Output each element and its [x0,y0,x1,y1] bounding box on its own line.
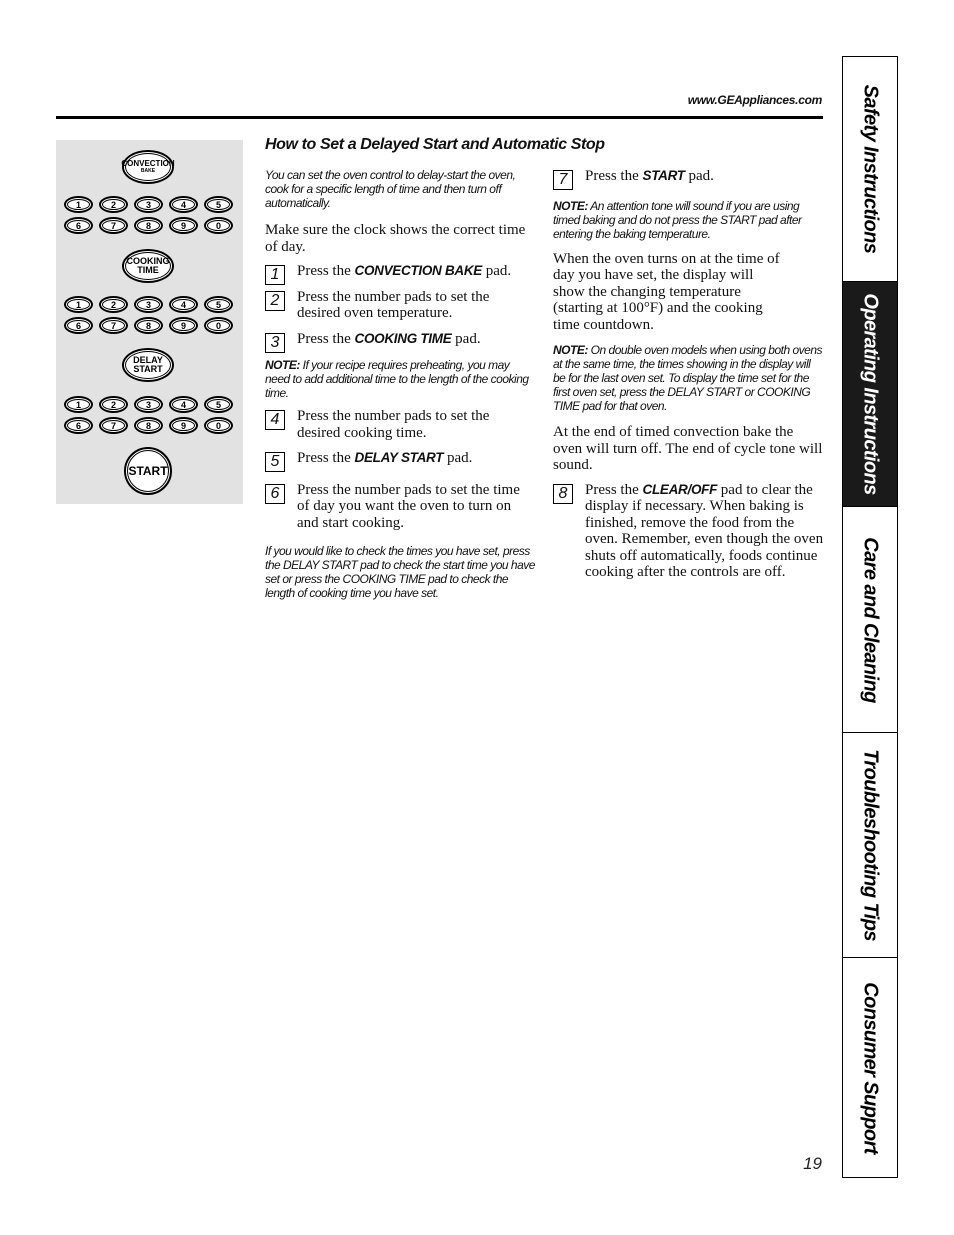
number-pad-0: 0 [204,217,233,234]
tab-consumer-support[interactable]: Consumer Support [859,981,882,1154]
number-pad-2: 2 [99,296,128,313]
tab-care-and-cleaning[interactable]: Care and Cleaning [843,507,897,733]
step-2: 2 Press the number pads to set the desired oven temperature. [265,289,535,322]
page-number: 19 [803,1154,822,1173]
step-number-7: 7 [553,170,573,190]
keyword-start: START [642,168,685,183]
number-pad-6: 6 [64,417,93,434]
step-number-5: 5 [265,452,285,472]
number-pad-4: 4 [169,196,198,213]
instructions-column-right [553,168,825,581]
note-attention-tone: NOTE: An attention tone will sound if you are using timed baking and do not press the START pad after entering the baking temperature. [553,198,802,241]
number-pad-7: 7 [99,217,128,234]
number-pad-3: 3 [134,396,163,413]
start-pad: START [124,447,172,495]
clock-instruction: Make sure the clock shows the correct time of day. [265,222,526,255]
tab-operating-instructions[interactable]: Operating Instructions [843,282,897,507]
intro-text: You can set the oven control to delay-start the oven, cook for a specific length of time and then turn off automatically. [265,168,516,210]
keyword-convection-bake: CONVECTION BAKE [354,263,483,278]
number-pad-0: 0 [204,317,233,334]
check-times-note: If you would like to check the times you have set, press the DELAY START pad to check the start time you have set or press the COOKING TIME pad to check the length of cooking time you have set. [265,544,535,600]
keyword-delay-start: DELAY START [354,450,444,465]
keyword-clear-off: CLEAR/OFF [642,481,718,497]
number-pad-8: 8 [134,417,163,434]
number-pad-3: 3 [134,296,163,313]
step-7: 7 Press the START pad. [553,168,825,185]
number-pad-1: 1 [64,196,93,213]
note-double-oven: NOTE: On double oven models when using both ovens at the same time, the times showing in the display will be for the last oven set. To display the time set for the first oven set, press the DELAY START or COOKING TIME pad for that oven. [553,343,823,413]
section-title: How to Set a Delayed Start and Automatic Stop [265,136,605,153]
step-1: 1 Press the CONVECTION BAKE pad. [265,263,535,280]
number-pad-1: 1 [64,296,93,313]
step-number-1: 1 [265,265,285,285]
cooking-time-pad: COOKING TIME [122,249,174,283]
instructions-column-left [265,168,535,600]
number-pad-5: 5 [204,196,233,213]
step-4: 4 Press the number pads to set the desired cooking time. [265,408,535,441]
number-pad-7: 7 [99,317,128,334]
step-number-2: 2 [265,291,285,311]
delay-start-pad: DELAY START [122,348,174,382]
header-rule [56,116,823,119]
number-pad-9: 9 [169,417,198,434]
number-pad-2: 2 [99,396,128,413]
step-3: 3 Press the COOKING TIME pad. [265,331,535,348]
convection-bake-pad: CONVECTION BAKE [122,150,174,184]
step-number-4: 4 [265,410,285,430]
number-pad-6: 6 [64,317,93,334]
number-pad-8: 8 [134,217,163,234]
step-5: 5 Press the DELAY START pad. [265,450,535,467]
number-pad-5: 5 [204,296,233,313]
number-pad-0: 0 [204,417,233,434]
number-pad-6: 6 [64,217,93,234]
number-pad-5: 5 [204,396,233,413]
tab-troubleshooting-tips[interactable]: Troubleshooting Tips [843,733,897,958]
number-pad-2: 2 [99,196,128,213]
number-pad-1: 1 [64,396,93,413]
number-pad-4: 4 [169,296,198,313]
number-pad-9: 9 [169,217,198,234]
step-number-3: 3 [265,333,285,353]
keyword-cooking-time: COOKING TIME [354,330,452,346]
number-pad-8: 8 [134,317,163,334]
note-preheating: NOTE: If your recipe requires preheating, you may need to add additional time to the length of the cooking time. [265,358,529,400]
step-number-8: 8 [553,484,573,504]
site-url: www.GEAppliances.com [687,93,822,107]
step-number-6: 6 [265,484,285,504]
number-pad-3: 3 [134,196,163,213]
number-pad-4: 4 [169,396,198,413]
step-8: 8 Press the CLEAR/OFF pad to clear the display if necessary. When baking is finished, remove the food from the oven. Remember, even though the oven shuts off automatically, foods continue cooking after the controls are off. [553,482,825,581]
tab-safety-instructions[interactable]: Safety Instructions [843,57,897,282]
step-6: 6 Press the number pads to set the time of day you want the oven to turn on and start cooking. [265,482,535,532]
number-pad-7: 7 [99,417,128,434]
number-pad-9: 9 [169,317,198,334]
oven-keypad-illustration [56,140,243,504]
section-tabs [842,56,898,1178]
end-of-cycle-text: At the end of timed convection bake the oven will turn off. The end of cycle tone will sound. [553,424,823,473]
display-description: When the oven turns on at the time of day you have set, the display will show the changing temperature (starting at 100°F) and the cooking time countdown. [553,250,780,333]
